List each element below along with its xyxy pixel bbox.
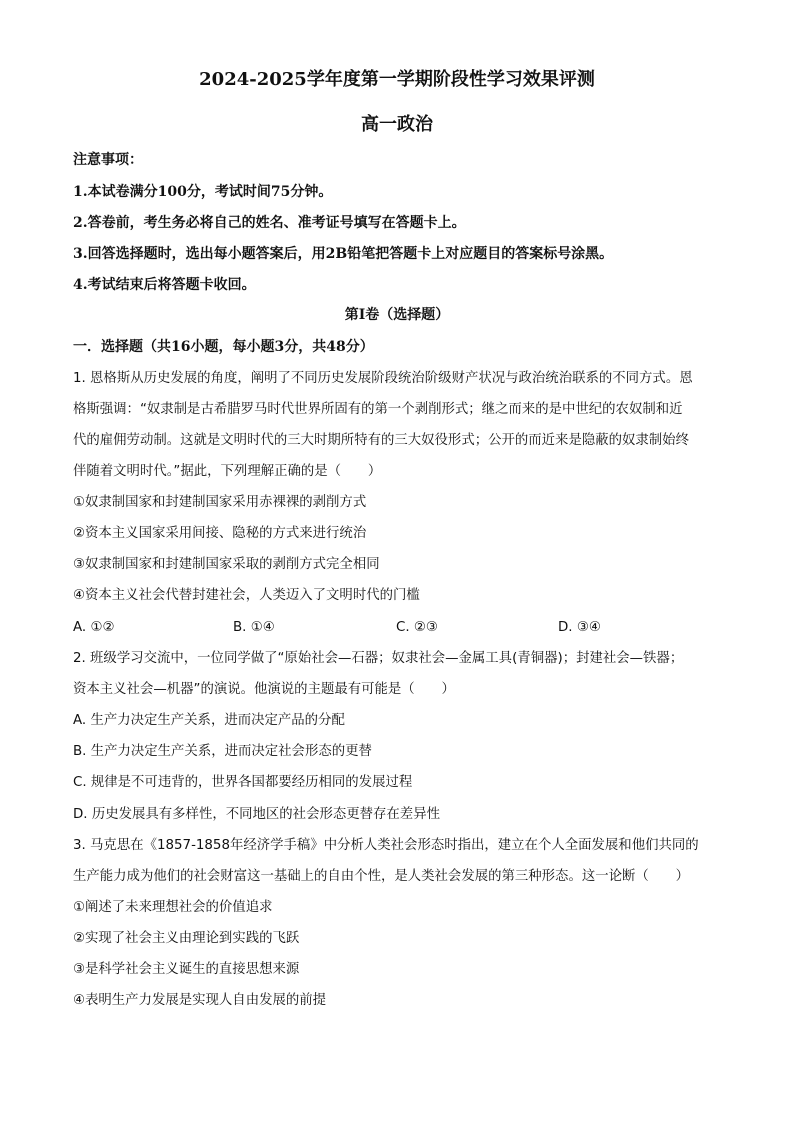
notice-heading: 注意事项：: [73, 152, 143, 168]
exam-title: 2024-2025学年度第一学期阶段性学习效果评测: [199, 69, 595, 90]
question-2-option-a[interactable]: A. 生产力决定生产关系，进而决定产品的分配: [73, 713, 345, 728]
question-2-option-b[interactable]: B. 生产力决定生产关系，进而决定社会形态的更替: [73, 744, 372, 759]
question-3-statement: ④表明生产力发展是实现人自由发展的前提: [73, 993, 327, 1008]
question-2-option-d[interactable]: D. 历史发展具有多样性，不同地区的社会形态更替存在差异性: [73, 807, 440, 822]
question-1-option-a[interactable]: A. ①②: [73, 620, 115, 635]
question-1-statement: ③奴隶制国家和封建制国家采取的剥削方式完全相同: [73, 557, 380, 572]
exam-subject: 高一政治: [361, 114, 433, 135]
question-1-statement: ④资本主义社会代替封建社会，人类迈入了文明时代的门槛: [73, 588, 420, 603]
question-2-stem-line: 2. 班级学习交流中，一位同学做了“原始社会—石器；奴隶社会—金属工具(青铜器)；封建社会—铁器；: [73, 651, 684, 666]
notice-item: 4.考试结束后将答题卡收回。: [73, 277, 256, 293]
question-2-stem-line: 资本主义社会—机器”的演说。他演说的主题最有可能是（ ）: [73, 682, 455, 697]
question-1-stem-line: 1. 恩格斯从历史发展的角度，阐明了不同历史发展阶段统治阶级财产状况与政治统治联系的不同方式。恩: [73, 371, 693, 386]
part-heading: 一．选择题（共16小题，每小题3分，共48分）: [73, 339, 374, 355]
question-3-stem-line: 3. 马克思在《1857-1858年经济学手稿》中分析人类社会形态时指出，建立在个人全面发展和他们共同的: [73, 838, 699, 853]
question-1-stem-line: 伴随着文明时代。”据此，下列理解正确的是（ ）: [73, 464, 382, 479]
section-title: 第Ⅰ卷（选择题）: [344, 307, 450, 323]
question-3-statement: ③是科学社会主义诞生的直接思想来源: [73, 962, 300, 977]
question-1-statement: ①奴隶制国家和封建制国家采用赤裸裸的剥削方式: [73, 495, 367, 510]
question-1-statement: ②资本主义国家采用间接、隐秘的方式来进行统治: [73, 526, 367, 541]
notice-item: 1.本试卷满分100分，考试时间75分钟。: [73, 184, 333, 200]
question-2-option-c[interactable]: C. 规律是不可违背的，世界各国都要经历相同的发展过程: [73, 775, 413, 790]
question-1-option-c[interactable]: C. ②③: [396, 620, 438, 635]
question-1-stem-line: 格斯强调：“奴隶制是古希腊罗马时代世界所固有的第一个剥削形式；继之而来的是中世纪的农奴制和近: [73, 402, 683, 417]
notice-item: 3.回答选择题时，选出每小题答案后，用2B铅笔把答题卡上对应题目的答案标号涂黑。: [73, 246, 614, 262]
question-3-statement: ①阐述了未来理想社会的价值追求: [73, 900, 273, 915]
question-3-stem-line: 生产能力成为他们的社会财富这一基础上的自由个性，是人类社会发展的第三种形态。这一论断（ ）: [73, 869, 689, 884]
question-1-option-d[interactable]: D. ③④: [558, 620, 601, 635]
question-1-stem-line: 代的雇佣劳动制。这就是文明时代的三大时期所特有的三大奴役形式；公开的而近来是隐蔽的奴隶制始终: [73, 433, 689, 448]
notice-item: 2.答卷前，考生务必将自己的姓名、准考证号填写在答题卡上。: [73, 215, 466, 231]
question-3-statement: ②实现了社会主义由理论到实践的飞跃: [73, 931, 300, 946]
question-1-option-b[interactable]: B. ①④: [233, 620, 275, 635]
